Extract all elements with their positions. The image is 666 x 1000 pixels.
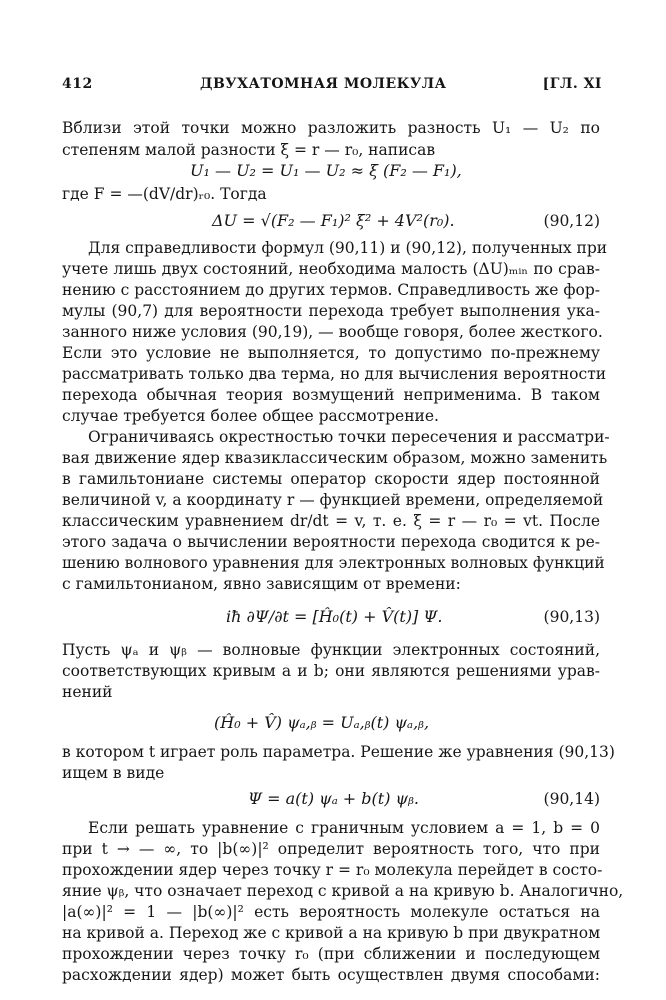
text-line: вая движение ядер квазиклассическим образом, можно заменить xyxy=(62,449,608,467)
text-line: на кривой a. Переход же с кривой a на кривую b при двукратном xyxy=(62,924,601,942)
text-line: классическим уравнением dr/dt = v, т. е. ξ = r — r₀ = vt. После xyxy=(62,512,600,530)
text-line: нению с расстоянием до других термов. Справедливость же фор- xyxy=(62,281,601,299)
text-line: прохождении ядер через точку r = r₀ молекула перейдет в состо- xyxy=(62,861,603,879)
equation: U₁ — U₂ = U₁ — U₂ ≈ ξ (F₂ — F₁), xyxy=(190,161,462,180)
equation: iħ ∂Ψ/∂t = [Ĥ₀(t) + V̂(t)] Ψ. xyxy=(226,607,443,626)
text-line: при t → — ∞, то |b(∞)|² определит вероятность того, что при xyxy=(62,840,600,858)
text-line: учете лишь двух состояний, необходима малость (ΔU)ₘᵢₙ по срав- xyxy=(62,260,600,278)
text-line: случае требуется более общее рассмотрение. xyxy=(62,407,439,425)
text-line: в гамильтониане системы оператор скорости ядер постоянной xyxy=(62,470,600,488)
text-line: расхождении ядер) может быть осуществлен двумя способами: xyxy=(62,966,600,984)
text-line: прохождении через точку r₀ (при сближении и последующем xyxy=(62,945,600,963)
text-line: этого задача о вычислении вероятности перехода сводится к ре- xyxy=(62,533,600,551)
running-title: ДВУХАТОМНАЯ МОЛЕКУЛА xyxy=(200,76,447,92)
text-line: шению волнового уравнения для электронных волновых функций xyxy=(62,554,605,572)
text-line: Если это условие не выполняется, то допустимо по-прежнему xyxy=(62,344,600,362)
equation: Ψ = a(t) ψₐ + b(t) ψᵦ. xyxy=(248,789,419,808)
equation: (Ĥ₀ + V̂) ψₐ,ᵦ = Uₐ,ᵦ(t) ψₐ,ᵦ, xyxy=(214,713,430,732)
text-line: Пусть ψₐ и ψᵦ — волновые функции электронных состояний, xyxy=(62,641,600,659)
text-line: величиной v, а координату r — функцией времени, определяемой xyxy=(62,491,604,509)
chapter-label: [ГЛ. XI xyxy=(542,76,602,92)
text-line: Если решать уравнение с граничным условием a = 1, b = 0 xyxy=(88,819,600,837)
text-line: нений xyxy=(62,683,113,701)
text-line: в котором t играет роль параметра. Решение же уравнения (90,13) xyxy=(62,743,615,761)
text-line: |a(∞)|² = 1 — |b(∞)|² есть вероятность молекуле остаться на xyxy=(62,903,600,921)
page-header xyxy=(62,76,602,98)
equation: ΔU = √(F₂ — F₁)² ξ² + 4V²(r₀). xyxy=(212,211,455,230)
text-line: яние ψᵦ, что означает переход с кривой a на кривую b. Аналогично, xyxy=(62,882,624,900)
equation-number: (90,13) xyxy=(543,608,600,626)
text-line: занного ниже условия (90,19), — вообще говоря, более жесткого. xyxy=(62,323,603,341)
page-number: 412 xyxy=(62,76,93,92)
text-line: Вблизи этой точки можно разложить разность U₁ — U₂ по xyxy=(62,119,600,137)
text-line: рассматривать только два терма, но для вычисления вероятности xyxy=(62,365,607,383)
text-line: перехода обычная теория возмущений неприменима. В таком xyxy=(62,386,600,404)
text-line: Для справедливости формул (90,11) и (90,12), полученных при xyxy=(88,239,608,257)
text-line: Ограничиваясь окрестностью точки пересечения и рассматри- xyxy=(88,428,610,446)
text-line: ищем в виде xyxy=(62,764,165,782)
equation-number: (90,12) xyxy=(543,212,600,230)
text-line: с гамильтонианом, явно зависящим от времени: xyxy=(62,575,461,593)
text-line: мулы (90,7) для вероятности перехода требует выполнения ука- xyxy=(62,302,600,320)
text-line: соответствующих кривым a и b; они являются решениями урав- xyxy=(62,662,600,680)
equation-number: (90,14) xyxy=(543,790,600,808)
text-line: степеням малой разности ξ = r — r₀, написав xyxy=(62,141,436,159)
text-line: где F = —(dV/dr)ᵣ₀. Тогда xyxy=(62,185,267,203)
